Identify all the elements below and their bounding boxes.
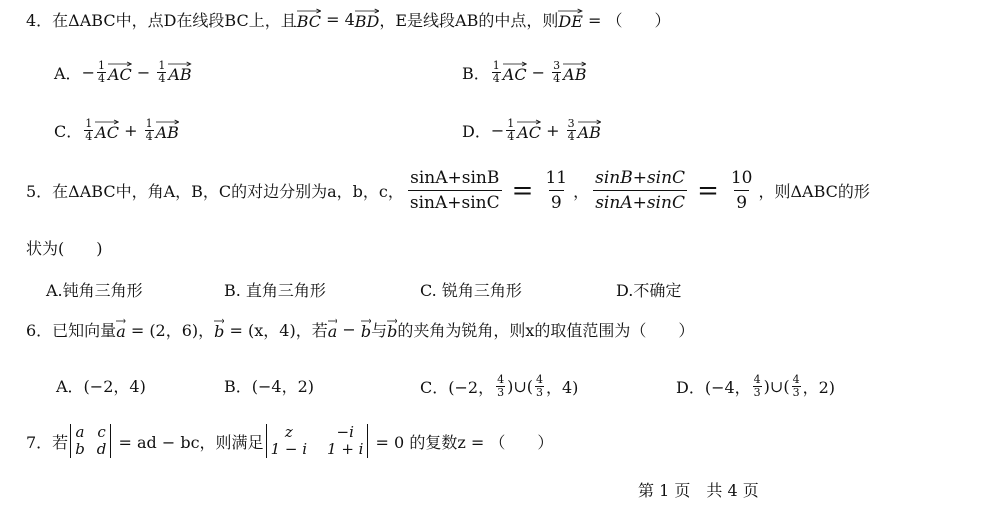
vector-a: a (116, 318, 126, 341)
determinant-abcd: a c b d (70, 424, 111, 458)
q6-option-a[interactable]: A．(−2，4) (56, 377, 146, 396)
q5-option-c[interactable]: C. 锐角三角形 (420, 281, 522, 300)
q5-stem-line2: 状为( ) (26, 239, 103, 258)
q6-option-c[interactable]: C．(−2， 4 3 )∪( 4 3 ，4) (420, 373, 579, 399)
vector-b: b (361, 318, 371, 341)
vector-ab: AB (156, 119, 179, 142)
vector-ab: AB (168, 61, 191, 84)
vector-b: b (214, 318, 224, 341)
q5-stem: 5．在ΔABC中，角A，B，C的对边分别为a，b，c， $\frac{\sin A+\sin B}{\sin A+\sin C}$ = $\frac{11}{9}$ ， $\frac{\sin B+\sin C}{\sin A+\sin C}$ = $\frac{10}{9}$ ，则ΔABC的形 (26, 168, 870, 213)
determinant-z: z −i 1 − i 1 + i (266, 424, 369, 458)
vector-ab: AB (578, 119, 601, 142)
vector-ac: AC (108, 61, 132, 84)
q5-option-b[interactable]: B. 直角三角形 (224, 281, 326, 300)
vector-ac: AC (517, 119, 541, 142)
page-footer: 第 1 页 共 4 页 (638, 481, 759, 500)
q4-option-d[interactable]: D． − $\frac{1}{4}$ AC + $\frac{3}{4}$ AB (462, 117, 601, 143)
vector-de: DE (558, 8, 583, 31)
q7-stem: 7．若 a c b d = ad − bc，则满足 z −i 1 − i 1 + i = 0 的复数z = （ ） (26, 423, 554, 458)
q5-value-1: $\frac{11}{9}$ (545, 168, 568, 213)
q4-stem: 4．在ΔABC中，点D在线段BC上，且 BC = 4 BD ，E是线段AB的中点，则 DE = （ ） (26, 10, 671, 31)
q5-value-2: $\frac{10}{9}$ (730, 168, 753, 213)
q4-option-c[interactable]: C． 1 4 AC + $\frac{1}{4}$ AB (54, 117, 179, 143)
q5-option-a[interactable]: A.钝角三角形 (46, 281, 143, 300)
q6-stem: 6．已知向量 a = (2，6)， b = (x，4)，若 a − b 与 b 的夹角为锐角，则x的取值范围为（ ） (26, 320, 695, 341)
vector-bd: BD (355, 8, 380, 31)
q4-option-a[interactable]: A． − $\frac{1}{4}$ AC − $\frac{1}{4}$ AB (54, 59, 192, 85)
vector-b: b (387, 318, 397, 341)
q5-fraction-2: $\frac{\sin B+\sin C}{\sin A+\sin C}$ (595, 168, 686, 213)
q5-fraction-1: $\frac{\sin A+\sin B}{\sin A+\sin C}$ (409, 168, 500, 213)
vector-a: a (328, 318, 338, 341)
q6-option-b[interactable]: B．(−4，2) (224, 377, 315, 396)
vector-bc: BC (297, 8, 321, 31)
vector-ac: AC (95, 119, 119, 142)
q4-option-b[interactable]: B． 1 4 AC − $\frac{3}{4}$ AB (462, 59, 587, 85)
vector-ac: AC (503, 61, 527, 84)
q5-option-d[interactable]: D.不确定 (616, 281, 682, 300)
vector-ab: AB (563, 61, 586, 84)
q6-option-d[interactable]: D．(−4， 4 3 )∪( 4 3 ，2) (676, 373, 835, 399)
